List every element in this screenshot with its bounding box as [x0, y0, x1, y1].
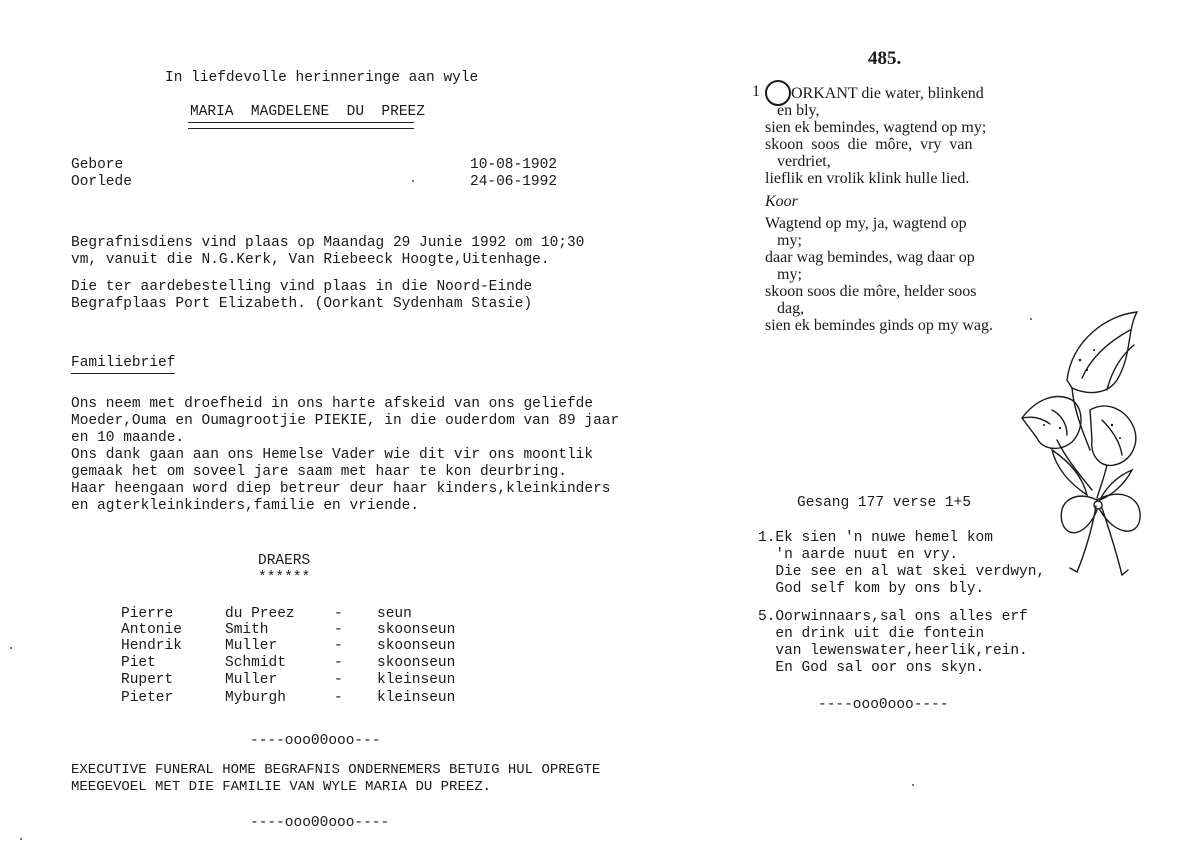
hymn-line: skoon soos die môre, vry van [765, 136, 973, 153]
song-line: 5.Oorwinnaars,sal ons alles erf [758, 609, 1028, 625]
bearer-surname: Muller [225, 672, 278, 688]
song-line: van lewenswater,heerlik,rein. [758, 643, 1028, 659]
bearer-first-name: Pieter [121, 690, 174, 706]
bearer-dash: - [334, 622, 343, 638]
bearer-first-name: Pierre [121, 606, 174, 622]
chorus-line: my; [765, 232, 802, 249]
chorus [765, 215, 993, 334]
family-letter-line: Ons dank gaan aan ons Hemelse Vader wie dit vir ons moontlik [71, 447, 594, 463]
bearer-surname: Myburgh [225, 690, 286, 706]
song-line: Die see en al wat skei verdwyn, [758, 564, 1046, 580]
scan-speck [912, 784, 914, 786]
service-line: Begrafnisdiens vind plaas op Maandag 29 Junie 1992 om 10;30 [71, 235, 585, 251]
funeral-home-line: EXECUTIVE FUNERAL HOME BEGRAFNIS ONDERNEMERS BETUIG HUL OPREGTE [71, 762, 601, 778]
born-label: Gebore [71, 157, 124, 173]
chorus-line: dag, [765, 300, 805, 317]
born-date: 10-08-1902 [470, 157, 558, 173]
deceased-name [190, 104, 425, 121]
bearer-dash: - [334, 655, 343, 671]
separator: ----ooo00ooo--- [250, 733, 381, 749]
bearer-surname: Schmidt [225, 655, 286, 671]
hymn-line: verdriet, [765, 153, 831, 170]
song-title: Gesang 177 verse 1+5 [797, 495, 972, 511]
song-verse-5 [758, 609, 1028, 677]
bearer-relation: kleinseun [377, 672, 456, 688]
hymn-verse [765, 85, 986, 187]
hymn-line: en bly, [765, 102, 820, 119]
funeral-home-line: MEEGEVOEL MET DIE FAMILIE VAN WYLE MARIA DU PREEZ. [71, 779, 492, 795]
died-label: Oorlede [71, 174, 132, 190]
chorus-line: skoon soos die môre, helder soos [765, 283, 977, 300]
bearer-surname: du Preez [225, 606, 295, 622]
burial-details [71, 279, 611, 313]
name-double-underline [188, 122, 414, 129]
chorus-line: Wagtend op my, ja, wagtend op [765, 215, 967, 232]
family-letter-line: Haar heengaan word diep betreur deur haar kinders,kleinkinders [71, 481, 611, 497]
hymn-line: sien ek bemindes, wagtend op my; [765, 119, 987, 136]
family-letter [71, 396, 631, 515]
family-letter-line: en agterkleinkinders,familie en vriende. [71, 498, 420, 514]
bearer-relation: skoonseun [377, 638, 456, 654]
burial-line: Begrafplaas Port Elizabeth. (Oorkant Sydenham Stasie) [71, 296, 533, 312]
scan-speck [1030, 318, 1032, 320]
scan-speck [20, 838, 22, 840]
bearer-first-name: Antonie [121, 622, 182, 638]
bearer-first-name: Piet [121, 655, 156, 671]
service-line: vm, vanuit die N.G.Kerk, Van Riebeeck Hoogte,Uitenhage. [71, 252, 550, 268]
separator: ----ooo0ooo---- [818, 697, 949, 713]
family-letter-line: en 10 maande. [71, 430, 185, 446]
bearer-surname: Muller [225, 638, 278, 654]
song-line: En God sal oor ons skyn. [758, 660, 985, 676]
family-letter-line: Ons neem met droefheid in ons harte afskeid van ons geliefde [71, 396, 594, 412]
burial-line: Die ter aardebestelling vind plaas in die Noord-Einde [71, 279, 533, 295]
bearer-first-name: Rupert [121, 672, 174, 688]
song-verse-1 [758, 530, 1045, 598]
separator: ----ooo00ooo---- [250, 815, 390, 831]
died-date: 24-06-1992 [470, 174, 558, 190]
scan-speck [10, 647, 12, 649]
verse-number: 1 [752, 83, 760, 100]
chorus-line: sien ek bemindes ginds op my wag. [765, 317, 993, 334]
chorus-label: Koor [765, 193, 798, 210]
hymn-line: ORKANT die water, blinkend [787, 85, 984, 102]
hymn-line: lieflik en vrolik klink hulle lied. [765, 170, 970, 187]
song-line: 'n aarde nuut en vry. [758, 547, 959, 563]
scan-speck [412, 180, 414, 182]
bearer-first-name: Hendrik [121, 638, 182, 654]
deceased-name-text: MARIA MAGDELENE DU PREEZ [190, 104, 425, 120]
funeral-home-notice [71, 762, 631, 796]
song-line: 1.Ek sien 'n nuwe hemel kom [758, 530, 993, 546]
service-details [71, 235, 591, 269]
family-letter-line: gemaak het om soveel jare saam met haar te kon deurbring. [71, 464, 567, 480]
bearers-stars: ****** [258, 570, 311, 586]
family-letter-heading: Familiebrief [71, 355, 175, 374]
bearers-heading: DRAERS [258, 553, 311, 569]
song-line: en drink uit die fontein [758, 626, 985, 642]
intro-text: In liefdevolle herinneringe aan wyle [165, 70, 479, 86]
bearer-relation: skoonseun [377, 655, 456, 671]
bearer-relation: kleinseun [377, 690, 456, 706]
chorus-line: my; [765, 266, 802, 283]
family-letter-line: Moeder,Ouma en Oumagrootjie PIEKIE, in die ouderdom van 89 jaar [71, 413, 620, 429]
bearer-relation: skoonseun [377, 622, 456, 638]
bearer-dash: - [334, 606, 343, 622]
bearer-dash: - [334, 672, 343, 688]
bearer-dash: - [334, 690, 343, 706]
song-line: God self kom by ons bly. [758, 581, 985, 597]
bearer-surname: Smith [225, 622, 269, 638]
hymn-number: 485. [868, 48, 902, 69]
bearer-relation: seun [377, 606, 412, 622]
chorus-line: daar wag bemindes, wag daar op [765, 249, 975, 266]
bearer-dash: - [334, 638, 343, 654]
